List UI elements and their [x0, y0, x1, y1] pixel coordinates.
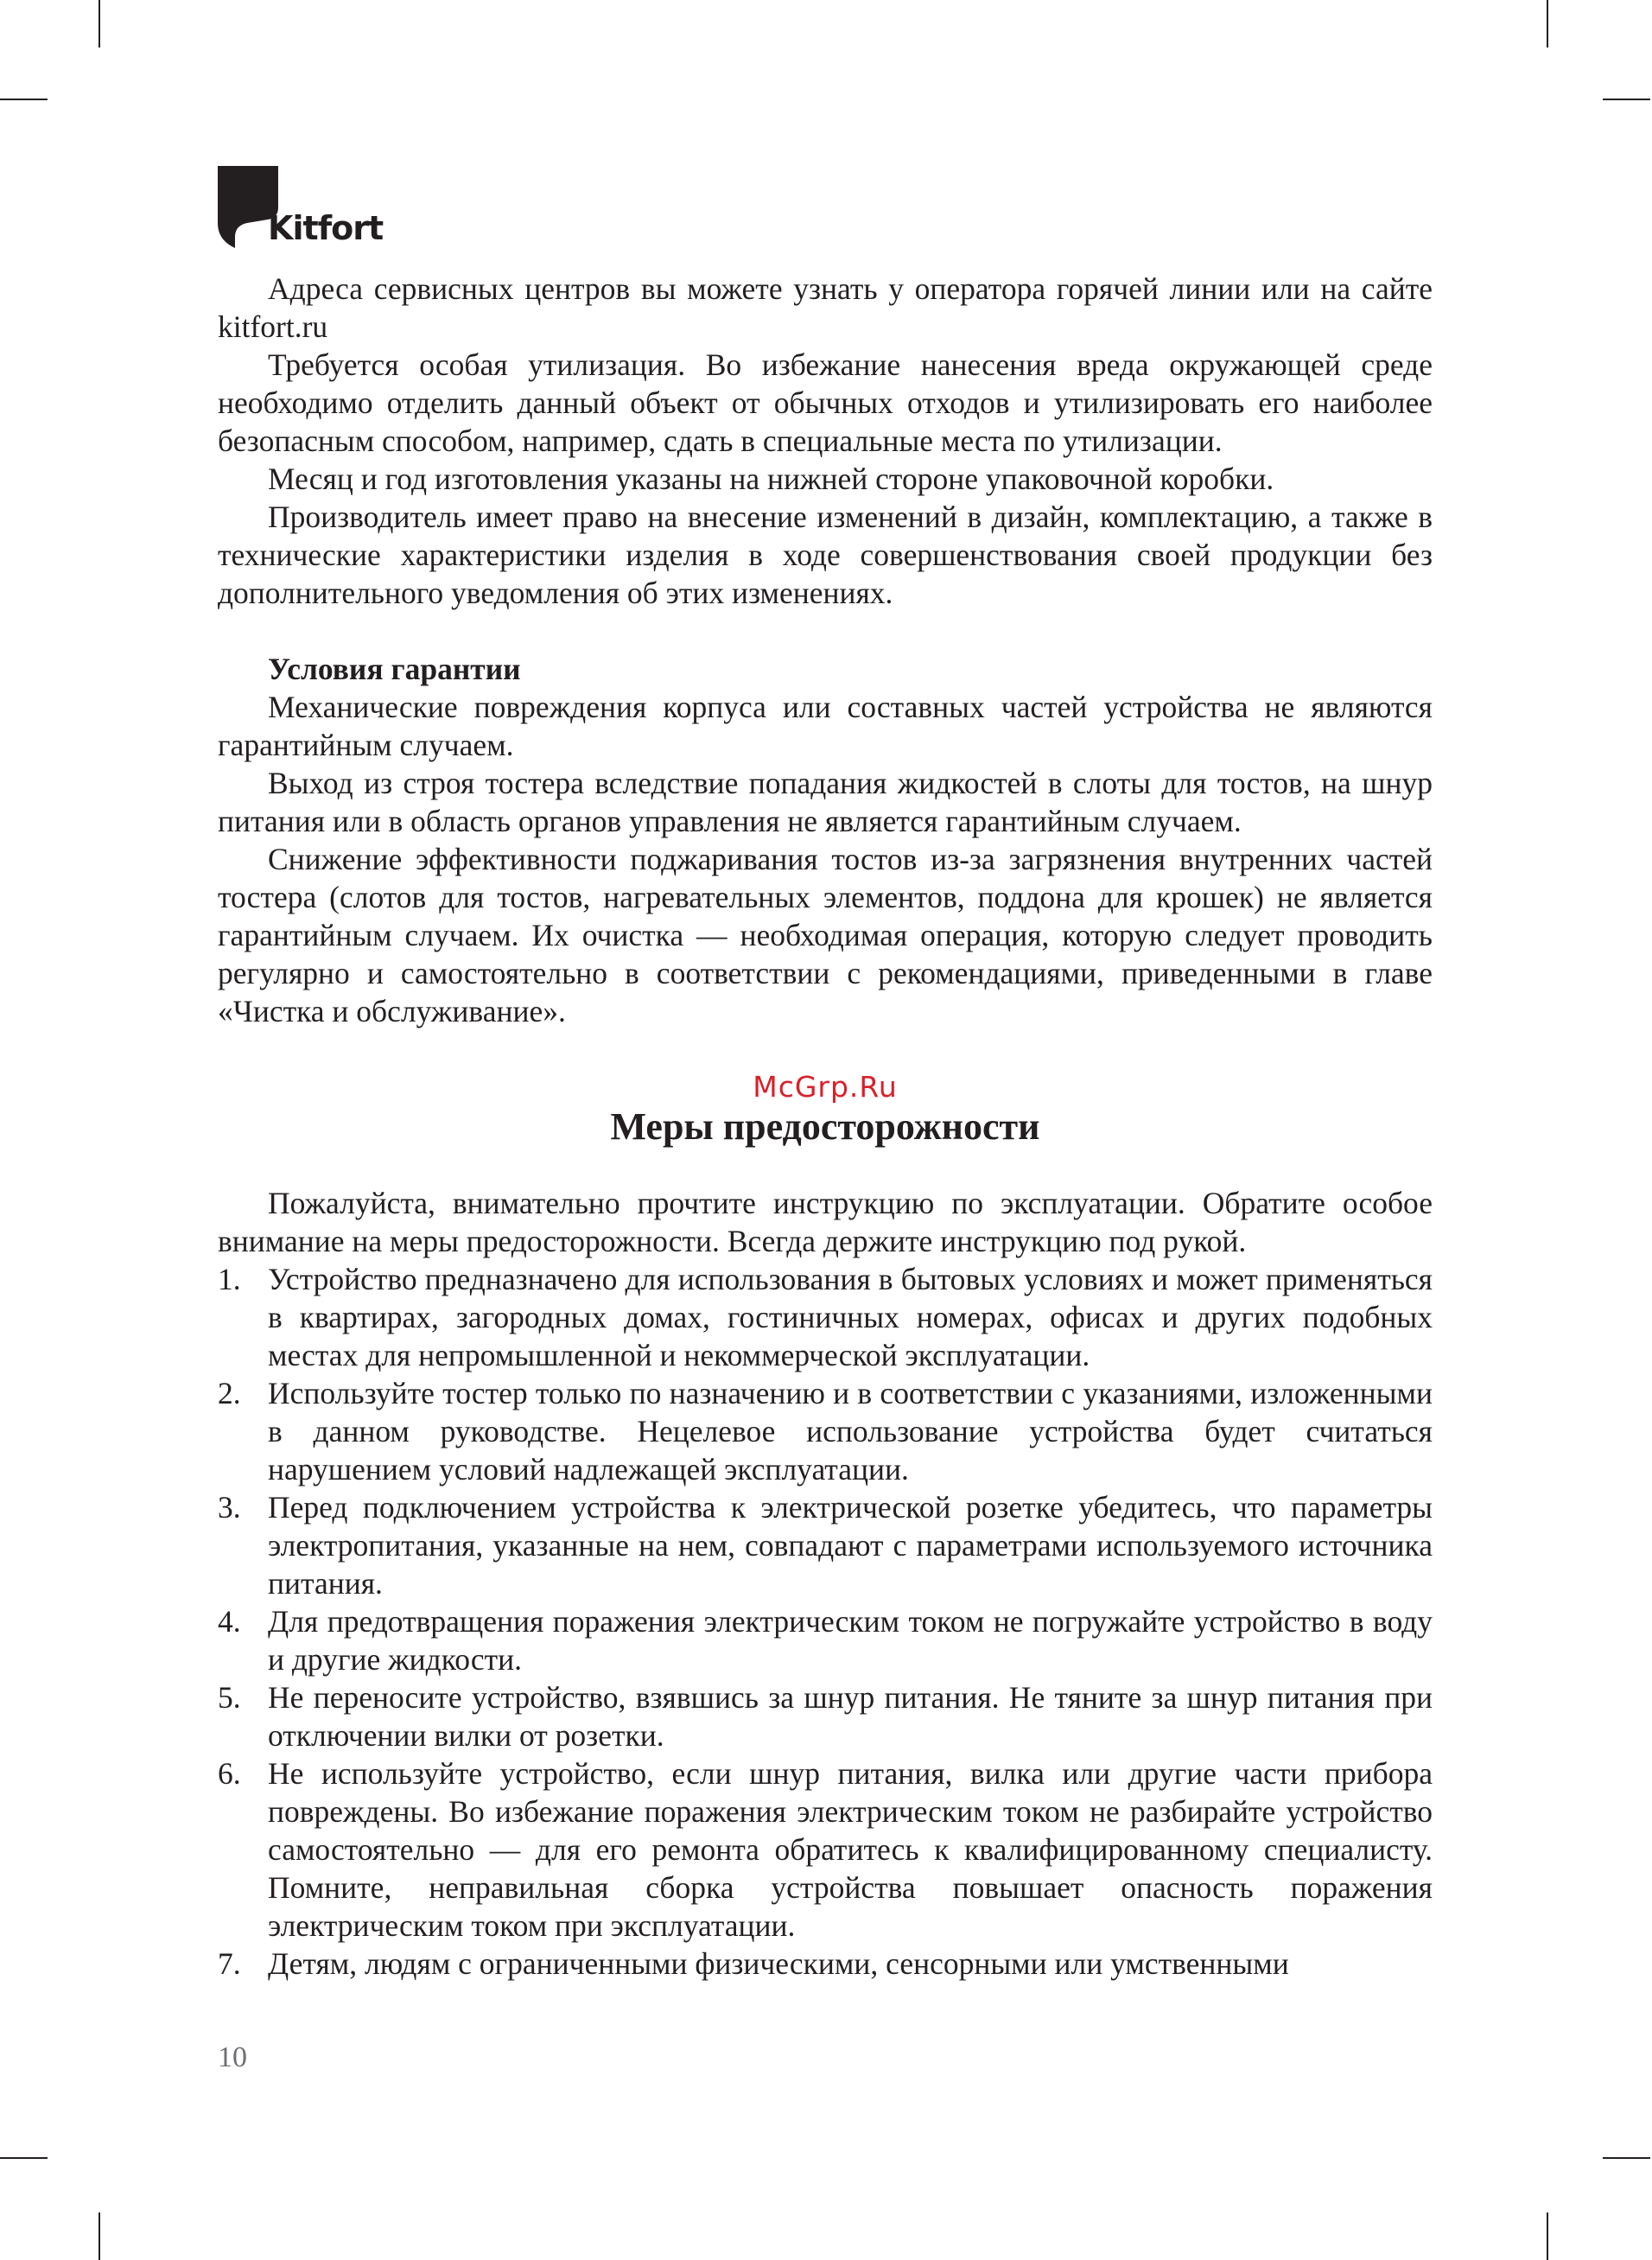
list-item [218, 1602, 1433, 1678]
crop-mark [1547, 0, 1548, 48]
brand-name: Kitfort [268, 209, 384, 247]
list-text: Для предотвращения поражения электрическим током не погружайте устройство в воду и другие жидкости. [268, 1604, 1433, 1677]
section-heading: Меры предосторожности [610, 1105, 1040, 1148]
crop-mark [98, 0, 100, 48]
paragraph: Выход из строя тостера вследствие попадания жидкостей в слоты для тостов, на шнур питания или в область органов управления не является гарантийным случаем. [218, 766, 1433, 838]
precautions-list [218, 1260, 1433, 1983]
list-text: Перед подключением устройства к электрической розетке убедитесь, что параметры электропитания, указанные на нем, совпадают с параметрами используемого источника питания. [268, 1490, 1433, 1601]
paragraph: Адреса сервисных центров вы можете узнать у оператора горячей линии или на сайте kitfort.ru [218, 271, 1433, 344]
page-number: 10 [218, 2041, 247, 2073]
crop-mark [0, 2157, 48, 2159]
crop-mark [1603, 99, 1650, 100]
warranty-title: Условия гарантии [268, 652, 521, 686]
list-item [218, 1374, 1433, 1488]
list-text: Устройство предназначено для использования в бытовых условиях и может применяться в квартирах, загородных домах, гостиничных номерах, офисах и других подобных местах для непромышленной и некоммерческой эксплуатации. [268, 1262, 1433, 1372]
list-number: 2. [218, 1376, 241, 1410]
list-item [218, 1260, 1433, 1374]
list-item [218, 1678, 1433, 1754]
paragraph: Требуется особая утилизация. Во избежание нанесения вреда окружающей среде необходимо отделить данный объект от обычных отходов и утилизировать его наиболее безопасным способом, например, сдать в специальные места по утилизации. [218, 347, 1433, 458]
crop-mark [98, 2212, 100, 2260]
paragraph: Месяц и год изготовления указаны на нижней стороне упаковочной коробки. [268, 462, 1274, 496]
watermark: McGrp.Ru [753, 1070, 898, 1104]
paragraph: Производитель имеет право на внесение изменений в дизайн, комплектацию, а также в технические характеристики изделия в ходе совершенствования своей продукции без дополнительного уведомления об этих изменениях. [218, 500, 1433, 610]
paragraph: Пожалуйста, внимательно прочтите инструкцию по эксплуатации. Обратите особое внимание на меры предосторожности. Всегда держите инструкцию под рукой. [218, 1186, 1433, 1258]
list-text: Используйте тостер только по назначению и в соответствии с указаниями, изложенными в данном руководстве. Нецелевое использование устройства будет считаться нарушением условий надлежащей эксплуатации. [268, 1376, 1433, 1487]
list-item [218, 1754, 1433, 1945]
list-number: 5. [218, 1680, 241, 1715]
list-number: 1. [218, 1262, 241, 1296]
crop-mark [1603, 2157, 1650, 2159]
paragraph: Снижение эффективности поджаривания тостов из-за загрязнения внутренних частей тостера (слотов для тостов, нагревательных элементов, поддона для крошек) не является гарантийным случаем. Их очистка — необходимая операция, которую следует проводить регулярно и самостоятельно в соответствии с рекомендациями, приведенными в главе «Чистка и обслуживание». [218, 842, 1433, 1028]
list-number: 3. [218, 1490, 241, 1525]
list-text: Не переносите устройство, взявшись за шнур питания. Не тяните за шнур питания при отключении вилки от розетки. [268, 1680, 1433, 1753]
page-content [218, 270, 1433, 1983]
list-number: 7. [218, 1946, 241, 1981]
list-text: Детям, людям с ограниченными физическими, сенсорными или умственными [268, 1946, 1289, 1981]
list-number: 6. [218, 1756, 241, 1791]
list-text: Не используйте устройство, если шнур питания, вилка или другие части прибора повреждены. Во избежание поражения электрическим током не разбирайте устройство самостоятельно — для его ремонта обратитесь к квалифицированному специалисту. Помните, неправильная сборка устройства повышает опасность поражения электрическим током при эксплуатации. [268, 1756, 1433, 1943]
list-number: 4. [218, 1604, 241, 1639]
crop-mark [0, 99, 48, 100]
crop-mark [1547, 2212, 1548, 2260]
list-item [218, 1488, 1433, 1602]
list-item [218, 1945, 1433, 1983]
paragraph: Механические повреждения корпуса или составных частей устройства не являются гарантийным случаем. [218, 690, 1433, 762]
